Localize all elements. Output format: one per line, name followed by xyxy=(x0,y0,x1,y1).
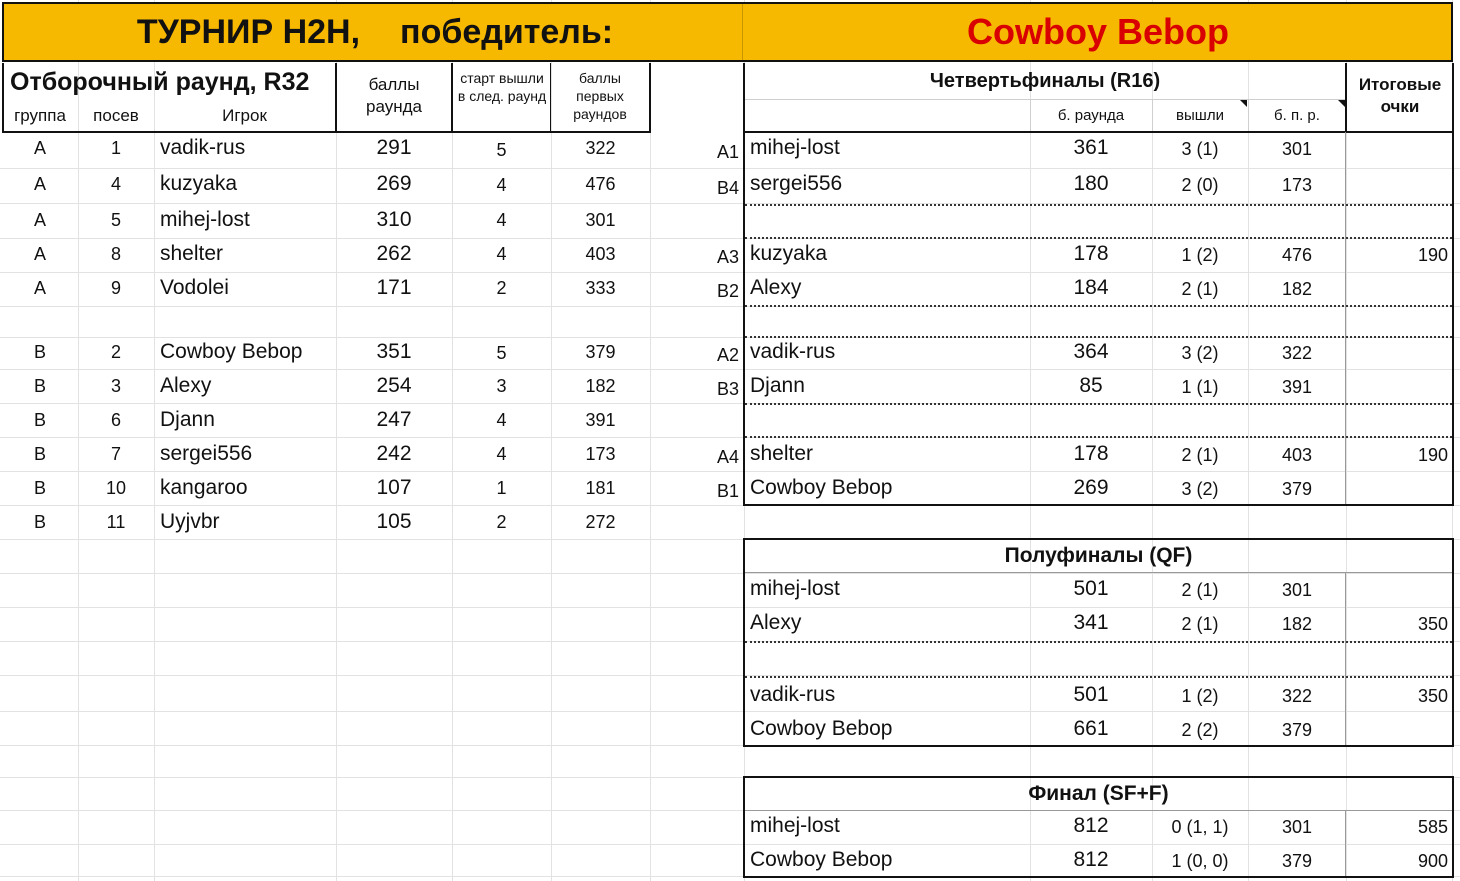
out-cell: 1 (2) xyxy=(1181,245,1219,265)
col-first-points: баллы первых раундов xyxy=(573,70,627,122)
out-cell: 1 (0, 0) xyxy=(1171,851,1229,871)
slot-cell: B4 xyxy=(716,178,739,198)
player-cell: sergei556 xyxy=(750,172,843,195)
points-cell: 501 xyxy=(1073,683,1109,706)
seed-cell: 4 xyxy=(110,174,121,194)
player-cell: Vodolei xyxy=(160,276,229,299)
points-cell: 105 xyxy=(376,510,412,533)
winner-name: Cowboy Bebop xyxy=(967,11,1229,52)
slot-cell: A2 xyxy=(716,345,739,365)
seed-cell: 8 xyxy=(110,244,121,264)
player-cell: sergei556 xyxy=(160,442,253,465)
prev-cell: 379 xyxy=(1281,720,1313,740)
prev-cell: 301 xyxy=(1281,817,1313,837)
start-cell: 2 xyxy=(496,512,507,532)
player-cell: Alexy xyxy=(750,611,802,634)
points-cell: 171 xyxy=(376,276,412,299)
prev-cell: 301 xyxy=(1281,139,1313,159)
points-cell: 361 xyxy=(1073,136,1109,159)
first-points-cell: 476 xyxy=(585,174,616,194)
player-cell: mihej-lost xyxy=(750,577,840,600)
prev-cell: 173 xyxy=(1281,175,1313,195)
out-cell: 1 (2) xyxy=(1181,686,1219,706)
col-player: Игрок xyxy=(222,106,267,125)
player-cell: vadik-rus xyxy=(160,136,246,159)
slot-cell: A4 xyxy=(716,447,739,467)
prev-cell: 403 xyxy=(1281,445,1313,465)
player-cell: Alexy xyxy=(160,374,212,397)
points-cell: 107 xyxy=(376,476,412,499)
seed-cell: 6 xyxy=(110,410,121,430)
points-cell: 180 xyxy=(1073,172,1109,195)
points-cell: 178 xyxy=(1073,242,1109,265)
player-cell: Cowboy Bebop xyxy=(160,340,303,363)
player-cell: vadik-rus xyxy=(750,340,836,363)
slot-cell: B1 xyxy=(716,481,739,501)
points-cell: 310 xyxy=(376,208,412,231)
prev-cell: 322 xyxy=(1281,343,1313,363)
col-total: Итоговые очки xyxy=(1358,75,1442,116)
slot-cell: A3 xyxy=(716,247,739,267)
prev-cell: 391 xyxy=(1281,377,1313,397)
points-cell: 364 xyxy=(1073,340,1109,363)
points-cell: 351 xyxy=(376,340,412,363)
start-cell: 4 xyxy=(496,175,507,195)
player-cell: Djann xyxy=(750,374,805,397)
seed-cell: 1 xyxy=(110,138,121,158)
out-cell: 0 (1, 1) xyxy=(1171,817,1229,837)
player-cell: Alexy xyxy=(750,276,802,299)
prev-cell: 379 xyxy=(1281,851,1313,871)
semifinals-title: Полуфиналы (QF) xyxy=(1004,544,1193,567)
seed-cell: 2 xyxy=(110,342,121,362)
player-cell: mihej-lost xyxy=(750,814,840,837)
group-cell: A xyxy=(33,210,46,230)
start-cell: 4 xyxy=(496,244,507,264)
seed-cell: 7 xyxy=(110,444,121,464)
first-points-cell: 173 xyxy=(585,444,616,464)
player-cell: vadik-rus xyxy=(750,683,836,706)
points-cell: 501 xyxy=(1073,577,1109,600)
qualifying-title: Отборочный раунд, R32 xyxy=(10,68,310,96)
start-cell: 2 xyxy=(496,278,507,298)
player-cell: kuzyaka xyxy=(160,172,238,195)
prev-cell: 182 xyxy=(1281,279,1313,299)
player-cell: Djann xyxy=(160,408,215,431)
comment-marker-icon xyxy=(1338,100,1345,107)
group-cell: A xyxy=(33,244,46,264)
group-cell: B xyxy=(33,444,46,464)
tournament-title-text: ТУРНИР H2H, xyxy=(136,13,361,51)
out-cell: 2 (1) xyxy=(1181,279,1219,299)
points-cell: 812 xyxy=(1073,848,1109,871)
out-cell: 2 (1) xyxy=(1181,445,1219,465)
winner-label: победитель: xyxy=(400,13,614,51)
final-title: Финал (SF+F) xyxy=(1028,782,1169,805)
group-cell: A xyxy=(33,174,46,194)
out-cell: 1 (1) xyxy=(1181,377,1219,397)
group-cell: B xyxy=(33,478,46,498)
first-points-cell: 403 xyxy=(585,244,616,264)
quarterfinals-title: Четвертьфиналы (R16) xyxy=(929,70,1161,92)
prev-cell: 182 xyxy=(1281,614,1313,634)
points-cell: 85 xyxy=(1079,374,1103,397)
title-bar-divider xyxy=(742,4,743,60)
seed-cell: 11 xyxy=(106,512,126,532)
col-seed: посев xyxy=(93,106,139,125)
points-cell: 341 xyxy=(1073,611,1109,634)
start-cell: 3 xyxy=(496,376,507,396)
group-cell: B xyxy=(33,376,46,396)
points-cell: 812 xyxy=(1073,814,1109,837)
seed-cell: 5 xyxy=(110,210,121,230)
player-cell: shelter xyxy=(160,242,224,265)
points-cell: 247 xyxy=(376,408,412,431)
group-cell: B xyxy=(33,512,46,532)
slot-cell: B2 xyxy=(716,281,739,301)
player-cell: mihej-lost xyxy=(750,136,840,159)
start-cell: 4 xyxy=(496,444,507,464)
col-group: группа xyxy=(14,106,66,125)
out-cell: 3 (2) xyxy=(1181,479,1219,499)
first-points-cell: 379 xyxy=(585,342,616,362)
first-points-cell: 181 xyxy=(585,478,616,498)
first-points-cell: 301 xyxy=(585,210,616,230)
start-cell: 1 xyxy=(496,478,507,498)
points-cell: 178 xyxy=(1073,442,1109,465)
start-cell: 5 xyxy=(496,140,507,160)
seed-cell: 9 xyxy=(110,278,121,298)
out-cell: 2 (2) xyxy=(1181,720,1219,740)
first-points-cell: 272 xyxy=(585,512,616,532)
player-cell: Cowboy Bebop xyxy=(750,717,893,740)
player-cell: kangaroo xyxy=(160,476,248,499)
start-cell: 4 xyxy=(496,210,507,230)
prev-cell: 476 xyxy=(1281,245,1313,265)
total-cell: 190 xyxy=(1417,445,1448,465)
group-cell: B xyxy=(33,342,46,362)
total-cell: 190 xyxy=(1417,245,1448,265)
seed-cell: 3 xyxy=(110,376,121,396)
out-cell: 2 (1) xyxy=(1181,580,1219,600)
player-cell: kuzyaka xyxy=(750,242,828,265)
points-cell: 254 xyxy=(376,374,412,397)
first-points-cell: 322 xyxy=(585,138,616,158)
prev-cell: 322 xyxy=(1281,686,1313,706)
points-cell: 291 xyxy=(376,136,412,159)
col-round: б. раунда xyxy=(1057,107,1125,124)
group-cell: B xyxy=(33,410,46,430)
player-cell: Cowboy Bebop xyxy=(750,476,893,499)
first-points-cell: 333 xyxy=(585,278,616,298)
total-cell: 350 xyxy=(1417,686,1448,706)
total-cell: 900 xyxy=(1417,851,1448,871)
player-cell: shelter xyxy=(750,442,814,465)
points-cell: 262 xyxy=(376,242,412,265)
total-cell: 350 xyxy=(1417,614,1448,634)
col-round-points: баллы раунда xyxy=(366,75,422,116)
first-points-cell: 391 xyxy=(585,410,616,430)
tournament-title xyxy=(10,10,740,54)
seed-cell: 10 xyxy=(105,478,127,498)
col-prev: б. п. р. xyxy=(1274,107,1320,124)
prev-cell: 379 xyxy=(1281,479,1313,499)
slot-cell: A1 xyxy=(716,142,739,162)
col-start: старт вышли в след. раунд xyxy=(457,70,547,104)
col-out: вышли xyxy=(1176,107,1224,124)
points-cell: 184 xyxy=(1073,276,1109,299)
start-cell: 4 xyxy=(496,410,507,430)
points-cell: 269 xyxy=(1073,476,1109,499)
group-cell: A xyxy=(33,278,46,298)
comment-marker-icon xyxy=(1240,100,1247,107)
points-cell: 269 xyxy=(376,172,412,195)
out-cell: 2 (1) xyxy=(1181,614,1219,634)
player-cell: mihej-lost xyxy=(160,208,250,231)
group-cell: A xyxy=(33,138,46,158)
prev-cell: 301 xyxy=(1281,580,1313,600)
points-cell: 242 xyxy=(376,442,412,465)
first-points-cell: 182 xyxy=(585,376,616,396)
player-cell: Uyjvbr xyxy=(160,510,220,533)
total-cell: 585 xyxy=(1417,817,1448,837)
out-cell: 3 (1) xyxy=(1181,139,1219,159)
out-cell: 3 (2) xyxy=(1181,343,1219,363)
out-cell: 2 (0) xyxy=(1181,175,1219,195)
points-cell: 661 xyxy=(1073,717,1109,740)
player-cell: Cowboy Bebop xyxy=(750,848,893,871)
slot-cell: B3 xyxy=(716,379,739,399)
start-cell: 5 xyxy=(496,343,507,363)
